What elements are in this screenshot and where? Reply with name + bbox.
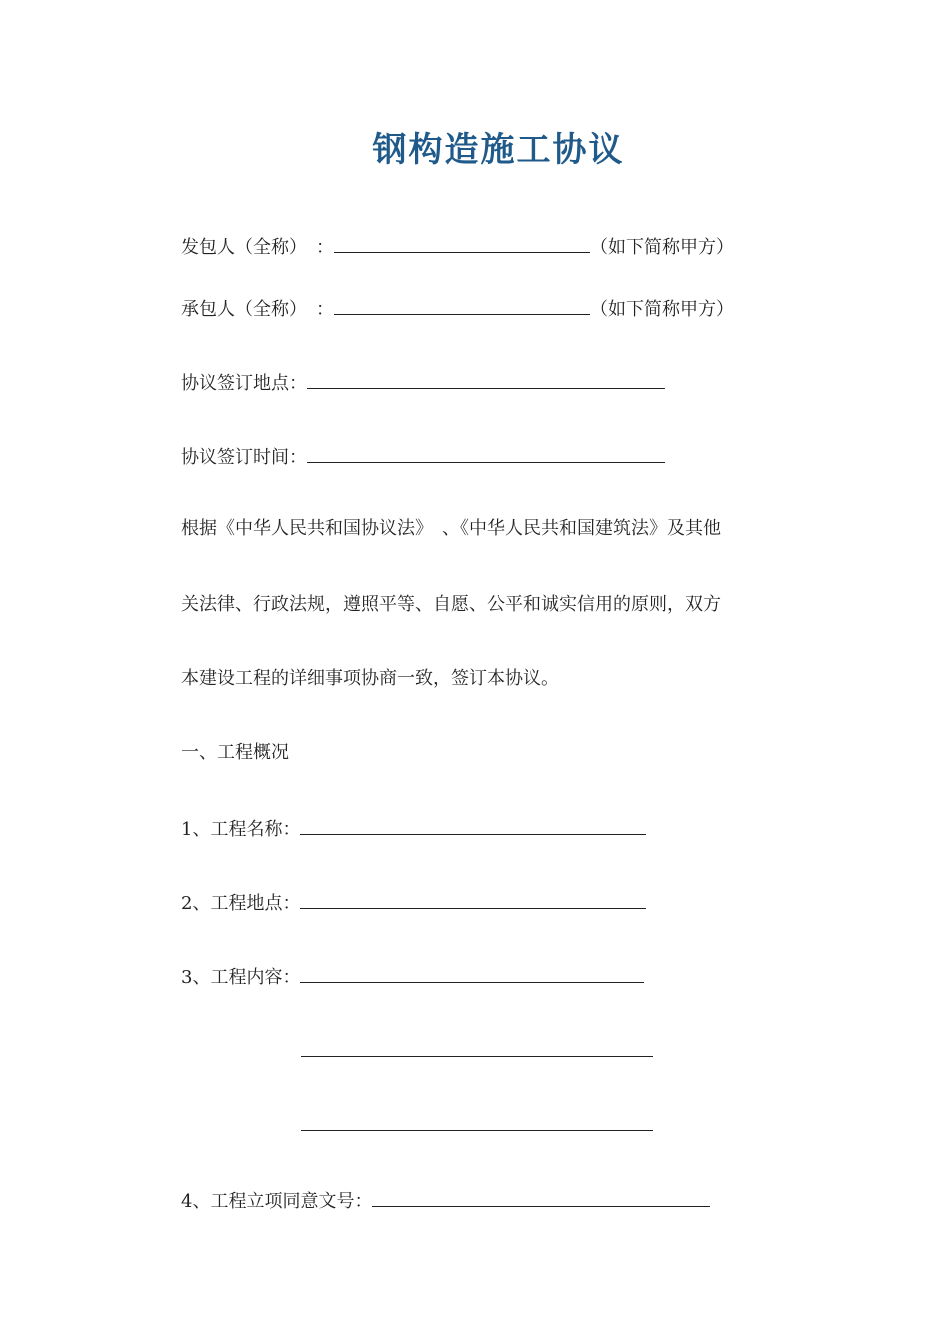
- section-heading: 一、工程概况: [181, 742, 289, 763]
- project-location-field[interactable]: [300, 888, 646, 909]
- sign-place-field[interactable]: [307, 368, 665, 389]
- document-title: 钢构造施工协议: [372, 130, 625, 170]
- employer-suffix: （如下简称甲方）: [590, 237, 734, 258]
- employer-line: [181, 232, 734, 261]
- sign-time-field[interactable]: [307, 442, 665, 463]
- project-name-field[interactable]: [300, 814, 646, 835]
- preamble-line-1: 根据《中华人民共和国协议法》 、《中华人民共和国建筑法》及其他: [181, 518, 721, 539]
- project-content-line: [181, 962, 644, 991]
- sign-time-line: [181, 442, 665, 471]
- sign-place-line: [181, 368, 665, 397]
- project-content-field-line-2[interactable]: [301, 1055, 653, 1057]
- contractor-label: 承包人（全称） ：: [181, 299, 334, 320]
- contractor-line: [181, 294, 734, 323]
- project-content-field[interactable]: [300, 962, 644, 983]
- employer-label: 发包人（全称） ：: [181, 237, 334, 258]
- approval-number-label: 4、工程立项同意文号：: [181, 1191, 373, 1212]
- project-content-field-line-3[interactable]: [301, 1129, 653, 1131]
- preamble-line-3: 本建设工程的详细事项协商一致，签订本协议。: [181, 668, 559, 689]
- approval-number-line: [181, 1186, 710, 1215]
- contractor-suffix: （如下简称甲方）: [590, 299, 734, 320]
- project-location-label: 2、工程地点：: [181, 893, 301, 914]
- employer-name-field[interactable]: [334, 232, 590, 253]
- preamble-line-2: 关法律、行政法规，遵照平等、自愿、公平和诚实信用的原则，双方: [181, 594, 721, 615]
- sign-time-label: 协议签订时间：: [181, 447, 307, 468]
- sign-place-label: 协议签订地点：: [181, 373, 307, 394]
- project-location-line: [181, 888, 646, 917]
- project-name-label: 1、工程名称：: [181, 819, 301, 840]
- project-name-line: [181, 814, 646, 843]
- contractor-name-field[interactable]: [334, 294, 590, 315]
- approval-number-field[interactable]: [372, 1186, 710, 1207]
- project-content-label: 3、工程内容：: [181, 967, 301, 988]
